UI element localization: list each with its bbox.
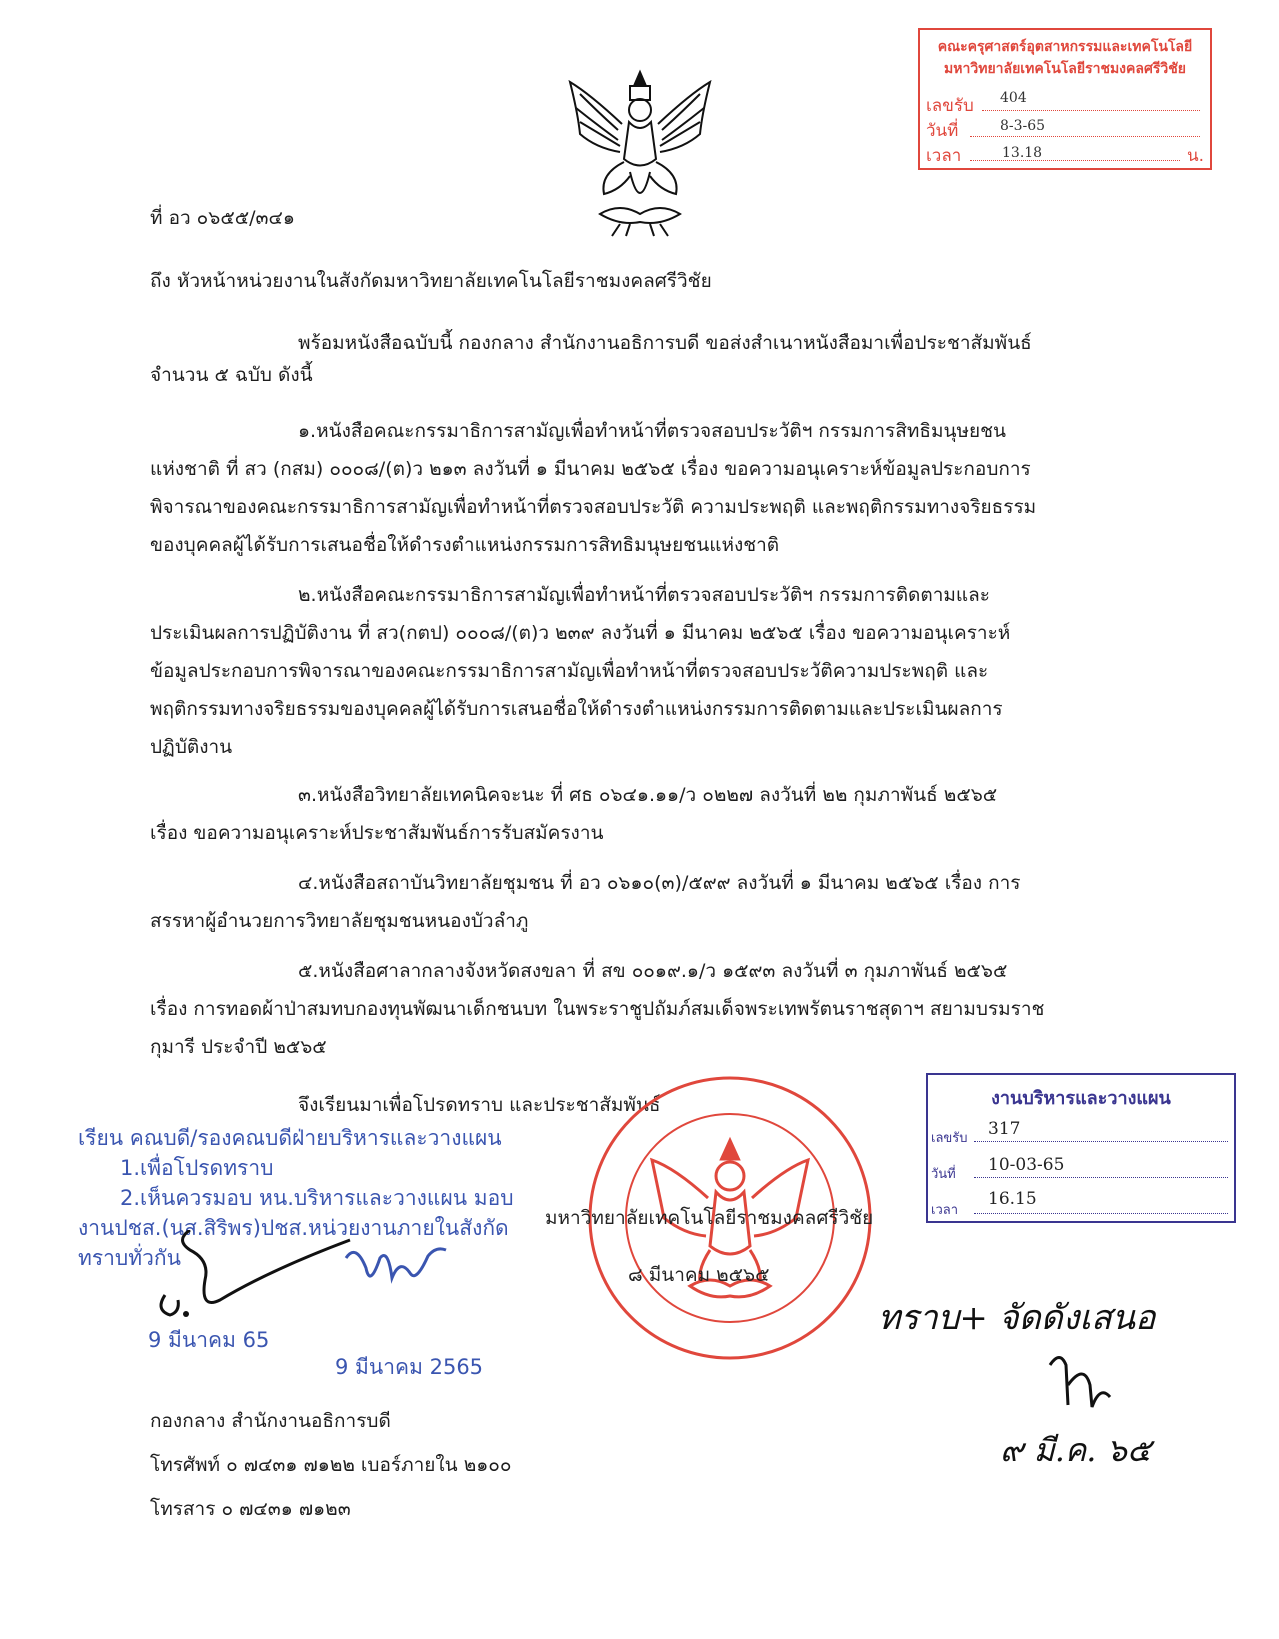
signature-right-icon [1040,1345,1120,1415]
handwritten-note: ทราบ+ จัดดังเสนอ [878,1298,1156,1338]
item2-line-4: พฤติกรรมทางจริยธรรมของบุคคลผู้ได้รับการเสนอชื่อให้ดำรงตำแหน่งกรรมการติดตามและประเมินผลการ [150,698,1003,720]
annotation-line-1: เรียน คณบดี/รองคณบดีฝ่ายบริหารและวางแผน [78,1126,502,1150]
item1-line-3: พิจารณาของคณะกรรมาธิการสามัญเพื่อทำหน้าที่ตรวจสอบประวัติ ความประพฤติ และพฤติกรรมทางจริยธรรม [150,496,1037,518]
item5-line-3: กุมารี ประจำปี ๒๕๖๕ [150,1036,327,1058]
item5-line-2: เรื่อง การทอดผ้าป่าสมทบกองทุนพัฒนาเด็กชนบท ในพระราชูปถัมภ์สมเด็จพระเทพรัตนราชสุดาฯ สยามบรมราช [150,998,1045,1020]
item5-line-1: ๕.หนังสือศาลากลางจังหวัดสงขลา ที่ สข ๐๐๑๙.๑/ว ๑๕๙๓ ลงวันที่ ๓ กุมภาพันธ์ ๒๕๖๕ [298,960,1008,982]
stamp-time-unit: น. [1186,146,1204,166]
intro-line-2: จำนวน ๕ ฉบับ ดังนี้ [150,364,313,386]
item2-line-3: ข้อมูลประกอบการพิจารณาของคณะกรรมาธิการสามัญเพื่อทำหน้าที่ตรวจสอบประวัติความประพฤติ และ [150,660,989,682]
planning-date-value: 10-03-65 [988,1155,1065,1175]
stamp-date-label: วันที่ [926,121,959,141]
item1-line-4: ของบุคคลผู้ได้รับการเสนอชื่อให้ดำรงตำแหน่งกรรมการสิทธิมนุษยชนแห่งชาติ [150,534,780,556]
planning-time-value: 16.15 [988,1189,1037,1209]
item2-line-2: ประเมินผลการปฏิบัติงาน ที่ สว(กตป) ๐๐๐๘/(ต)ว ๒๓๙ ลงวันที่ ๑ มีนาคม ๒๕๖๕ เรื่อง ขอความอนุเคราะห์ [150,622,1011,644]
item4-line-1: ๔.หนังสือสถาบันวิทยาลัยชุมชน ที่ อว ๐๖๑๐(๓)/๕๙๙ ลงวันที่ ๑ มีนาคม ๒๕๖๕ เรื่อง การ [298,872,1021,894]
office-phone: โทรศัพท์ ๐ ๗๔๓๑ ๗๑๒๒ เบอร์ภายใน ๒๑๐๐ [150,1454,512,1476]
handwritten-date: ๙ มี.ค. ๖๕ [1000,1431,1152,1469]
planning-no-label: เลขรับ [931,1131,968,1146]
intro-line-1: พร้อมหนังสือฉบับนี้ กองกลาง สำนักงานอธิการบดี ขอส่งสำเนาหนังสือมาเพื่อประชาสัมพันธ์ [298,332,1032,354]
planning-date-dots [974,1177,1228,1178]
planning-stamp-title: งานบริหารและวางแผน [991,1088,1171,1109]
item2-line-5: ปฏิบัติงาน [150,736,233,758]
stamp-no-label: เลขรับ [926,96,974,116]
closing-line: จึงเรียนมาเพื่อโปรดทราบ และประชาสัมพันธ์ [298,1094,661,1116]
planning-no-value: 317 [988,1119,1021,1139]
stamp-faculty-name: คณะครุศาสตร์อุตสาหกรรมและเทคโนโลยี [937,39,1193,55]
item3-line-1: ๓.หนังสือวิทยาลัยเทคนิคจะนะ ที่ ศธ ๐๖๔๑.๑๑/ว ๐๒๒๗ ลงวันที่ ๒๒ กุมภาพันธ์ ๒๕๖๕ [298,784,998,806]
office-fax: โทรสาร ๐ ๗๔๓๑ ๗๑๒๓ [150,1498,351,1520]
item3-line-2: เรื่อง ขอความอนุเคราะห์ประชาสัมพันธ์การรับสมัครงาน [150,822,604,844]
stamp-no-value: 404 [1000,90,1027,106]
planning-time-label: เวลา [931,1203,959,1218]
annotation-line-2: 1.เพื่อโปรดทราบ [120,1156,274,1180]
stamp-time-label: เวลา [926,146,962,166]
item4-line-2: สรรหาผู้อำนวยการวิทยาลัยชุมชนหนองบัวลำภู [150,910,529,932]
signature-blue-icon [336,1238,456,1308]
annotation-date-left: 9 มีนาคม 65 [148,1328,270,1352]
annotation-line-3: 2.เห็นควรมอบ หน.บริหารและวางแผน มอบ [120,1186,514,1210]
document-date: ๘ มีนาคม ๒๕๖๕ [628,1264,770,1286]
garuda-emblem-icon [560,64,720,239]
stamp-date-value: 8-3-65 [1000,118,1046,134]
planning-date-label: วันที่ [931,1167,956,1182]
document-reference: ที่ อว ๐๖๕๕/๓๔๑ [150,207,295,229]
stamp-university-name: มหาวิทยาลัยเทคโนโลยีราชมงคลศรีวิชัย [944,61,1186,77]
item1-line-1: ๑.หนังสือคณะกรรมาธิการสามัญเพื่อทำหน้าที่ตรวจสอบประวัติฯ กรรมการสิทธิมนุษยชน [298,420,1007,442]
document-recipient: ถึง หัวหน้าหน่วยงานในสังกัดมหาวิทยาลัยเทคโนโลยีราชมงคลศรีวิชัย [150,270,712,292]
planning-no-dots [974,1141,1228,1142]
item2-line-1: ๒.หนังสือคณะกรรมาธิการสามัญเพื่อทำหน้าที่ตรวจสอบประวัติฯ กรรมการติดตามและ [298,584,991,606]
annotation-line-4: งานปชส.(นส.สิริพร)ปชส.หน่วยงานภายในสังกัด [78,1216,509,1240]
planning-receipt-stamp [926,1073,1236,1223]
faculty-receipt-stamp [918,28,1212,170]
university-name: มหาวิทยาลัยเทคโนโลยีราชมงคลศรีวิชัย [545,1207,874,1229]
stamp-no-dots [982,110,1200,111]
planning-time-dots [974,1213,1228,1214]
annotation-line-5: ทราบทั่วกัน [78,1246,181,1270]
item1-line-2: แห่งชาติ ที่ สว (กสม) ๐๐๐๘/(ต)ว ๒๑๓ ลงวันที่ ๑ มีนาคม ๒๕๖๕ เรื่อง ขอความอนุเคราะห์ข้อมูลประกอบการ [150,458,1031,480]
stamp-time-value: 13.18 [1002,145,1043,161]
issuing-office: กองกลาง สำนักงานอธิการบดี [150,1410,391,1432]
stamp-date-dots [970,136,1200,137]
annotation-date-right: 9 มีนาคม 2565 [335,1355,484,1379]
